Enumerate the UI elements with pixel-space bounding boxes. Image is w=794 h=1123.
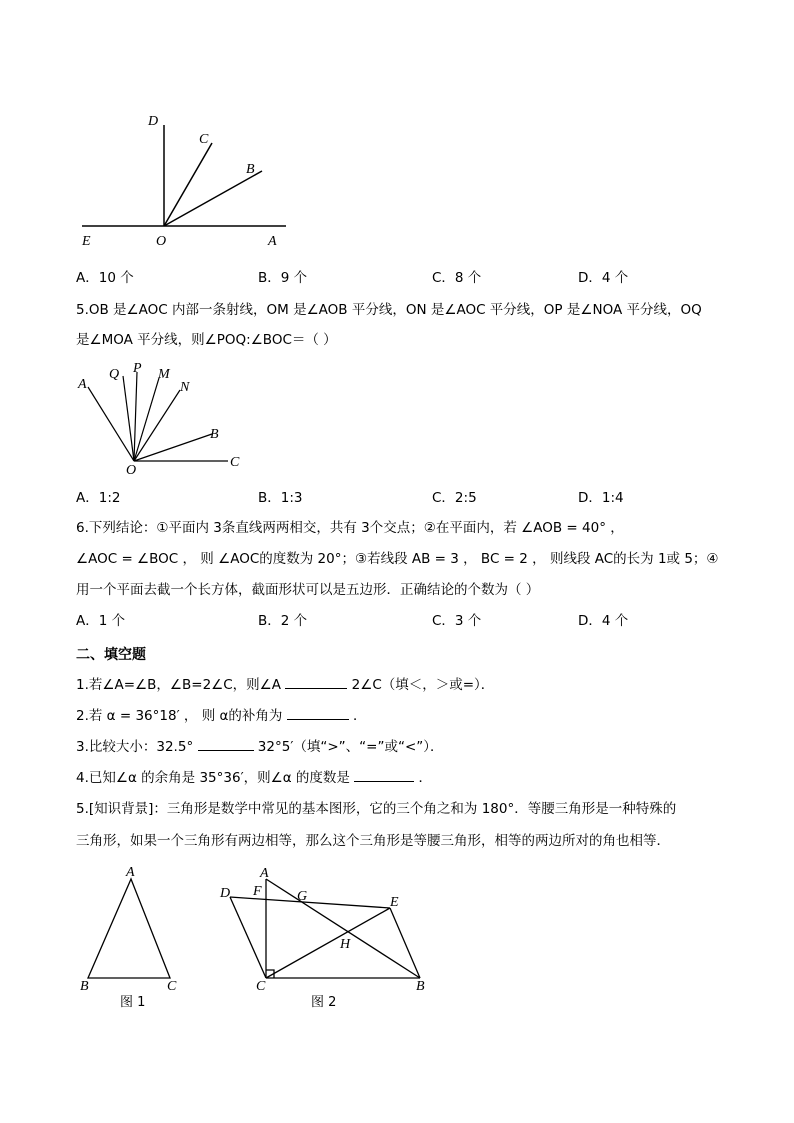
figure-2-caption: 图 2 [311,995,337,1010]
fill-2-text-a: 2.若 α = 36°18′ ， 则 α的补角为 [76,708,283,724]
figure-1 [76,864,186,1014]
label-C: C [167,979,177,994]
label-H: H [340,937,351,952]
label-A: A [268,234,277,249]
ray-OP [134,372,137,461]
ray-OM [134,378,159,461]
q6-option-c[interactable]: C．3 个 [432,613,482,629]
fill-4-blank[interactable] [354,767,414,782]
q6-option-b[interactable]: B．2 个 [258,613,308,629]
fill-2-blank[interactable] [287,705,349,720]
label-A: A [78,377,87,392]
label-A: A [126,865,135,880]
label-E: E [82,234,91,249]
label-F: F [253,884,262,899]
q6-option-d[interactable]: D．4 个 [578,613,629,629]
q4-option-b[interactable]: B．9 个 [258,270,308,286]
label-C: C [199,132,209,147]
label-O: O [156,234,167,249]
fill-2-text-b: ． [353,708,367,724]
ray-OC [164,143,212,226]
section-title: 二、填空题 [76,647,146,663]
figure-2 [215,864,435,1014]
label-M: M [158,367,170,382]
q5-figure [76,358,256,478]
label-Q: Q [109,367,120,382]
label-E: E [390,895,399,910]
q5-text-line2: 是∠MOA 平分线，则∠POQ:∠BOC＝（ ） [76,332,337,348]
ray-OA [88,387,134,461]
label-C: C [256,979,266,994]
fill-question-1 [76,674,494,695]
q5-option-d[interactable]: D．1:4 [578,490,624,506]
label-N: N [180,380,190,395]
fill-5-line1: 5.[知识背景]：三角形是数学中常见的基本图形，它的三个角之和为 180°．等腰三角形是一种特殊的 [76,801,677,817]
label-O: O [126,463,137,478]
figure-1-caption: 图 1 [120,995,146,1010]
ray-OB [134,434,212,461]
fill-1-blank[interactable] [285,674,347,689]
q6-text-line1: 6.下列结论：①平面内 3条直线两两相交，共有 3个交点；②在平面内，若 ∠AOB = 40° ， [76,520,624,536]
fill-4-text-a: 4.已知∠α 的余角是 35°36′，则∠α 的度数是 [76,770,350,786]
fill-3-text-b: 32°5′（填“>”、“=”或“<”）． [257,739,444,755]
label-G: G [297,889,308,904]
label-D: D [220,886,231,901]
fill-5-line2: 三角形，如果一个三角形有两边相等，那么这个三角形是等腰三角形，相等的两边所对的角也相等． [76,833,670,849]
q4-option-c[interactable]: C．8 个 [432,270,482,286]
label-B: B [416,979,425,994]
q5-option-b[interactable]: B．1:3 [258,490,303,506]
fill-1-text-b: 2∠C（填＜，＞或=）． [351,677,495,693]
label-B: B [210,427,219,442]
label-B: B [80,979,89,994]
fill-4-text-b: ． [418,770,433,786]
label-B: B [246,162,255,177]
q5-option-a[interactable]: A．1:2 [76,490,121,506]
label-D: D [148,114,159,129]
q4-figure [76,105,296,255]
q6-text-line3: 用一个平面去截一个长方体，截面形状可以是五边形．正确结论的个数为（ ） [76,582,540,598]
q4-option-d[interactable]: D．4 个 [578,270,629,286]
fill-question-2 [76,705,367,726]
triangle-ABC [88,879,170,978]
fill-question-4 [76,767,432,788]
q6-option-a[interactable]: A．1 个 [76,613,126,629]
fill-question-3 [76,736,444,757]
fill-1-text-a: 1.若∠A=∠B，∠B=2∠C，则∠A [76,677,282,693]
label-A: A [260,866,269,881]
q6-text-line2: ∠AOC = ∠BOC ， 则 ∠AOC的度数为 20°；③若线段 AB = 3 ， BC = 2 ， 则线段 AC的长为 1或 5；④ [76,551,719,567]
fill-3-text-a: 3.比较大小：32.5° [76,739,194,755]
ray-ON [134,390,180,461]
label-P: P [133,361,142,376]
q4-option-a[interactable]: A．10 个 [76,270,134,286]
fill-3-blank[interactable] [198,736,254,751]
q5-text-line1: 5.OB 是∠AOC 内部一条射线，OM 是∠AOB 平分线，ON 是∠AOC 平分线，OP 是∠NOA 平分线，OQ [76,302,702,318]
label-C: C [230,455,240,470]
segment-AB [266,879,420,978]
segment-EB [390,908,420,978]
segment-DC [230,897,266,978]
q5-option-c[interactable]: C．2:5 [432,490,477,506]
ray-OQ [123,376,134,461]
ray-OB [164,171,262,226]
